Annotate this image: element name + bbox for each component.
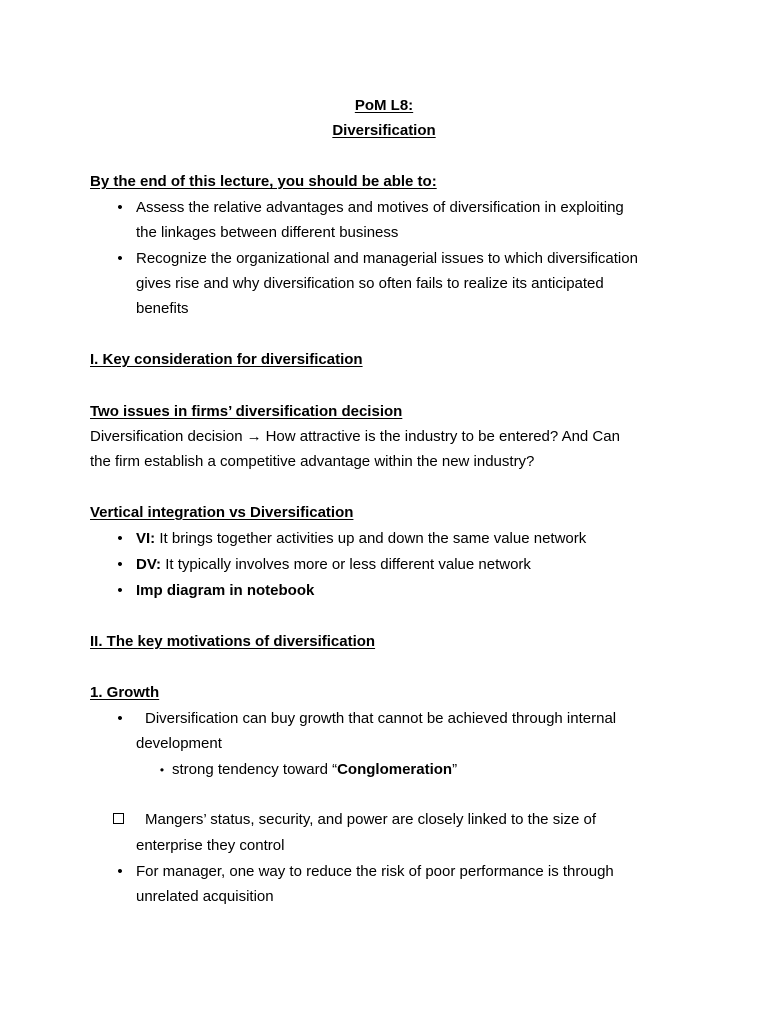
two-issues-text-b: How attractive is the industry to be entered? And Can (265, 428, 620, 445)
growth-heading: 1. Growth (90, 684, 160, 701)
conglomeration-text-b: ” (452, 761, 458, 778)
growth-item-1-line-2: development (136, 735, 222, 752)
arrow-right-icon: → (246, 428, 262, 445)
two-issues-text-a: Diversification decision (90, 428, 243, 445)
conglomeration-note (172, 760, 457, 780)
doc-title: PoM L8: (354, 97, 414, 114)
managers-line-2: enterprise they control (136, 837, 285, 854)
conglomeration-text-a: strong tendency toward “ (172, 761, 338, 778)
bullet-icon: • (117, 710, 123, 727)
risk-line-2: unrelated acquisition (136, 888, 274, 905)
objective-2-line-2: gives rise and why diversification so often fails to realize its anticipated (136, 275, 604, 292)
objective-1-line-2: the linkages between different business (136, 224, 399, 241)
objective-2-line-1: Recognize the organizational and managerial issues to which diversification (136, 250, 638, 267)
section-2-heading: II. The key motivations of diversification (90, 633, 376, 650)
bullet-icon: • (117, 530, 123, 547)
dv-label: DV: (136, 556, 162, 573)
vi-item (136, 529, 586, 549)
dv-text: It typically involves more or less different value network (165, 556, 531, 573)
bullet-icon: • (117, 250, 123, 267)
risk-line-1: For manager, one way to reduce the risk of poor performance is through (136, 863, 614, 880)
two-issues-heading: Two issues in firms’ diversification decision (90, 403, 403, 420)
vi-text: It brings together activities up and down the same value network (159, 530, 587, 547)
imp-diagram-note: Imp diagram in notebook (136, 582, 315, 599)
objective-2-line-3: benefits (136, 300, 189, 317)
dv-item (136, 555, 531, 575)
bullet-icon: • (117, 863, 123, 880)
doc-subtitle: Diversification (332, 122, 436, 139)
conglomeration-term: Conglomeration (337, 761, 453, 778)
two-issues-line-1 (90, 427, 620, 447)
vi-dv-heading: Vertical integration vs Diversification (90, 504, 354, 521)
growth-item-1-line-1: Diversification can buy growth that cannot be achieved through internal (145, 710, 617, 727)
bullet-icon: • (117, 582, 123, 599)
section-1-heading: I. Key consideration for diversification (90, 351, 363, 368)
objectives-heading: By the end of this lecture, you should be able to: (90, 173, 437, 190)
managers-line-1: Mangers’ status, security, and power are closely linked to the size of (145, 811, 597, 828)
bullet-icon: • (117, 199, 123, 216)
two-issues-line-2: the firm establish a competitive advantage within the new industry? (90, 453, 535, 470)
checkbox-square-icon (113, 813, 124, 824)
vi-label: VI: (136, 530, 156, 547)
bullet-icon: • (117, 556, 123, 573)
sub-bullet-icon: • (159, 763, 165, 777)
objective-1-line-1: Assess the relative advantages and motives of diversification in exploiting (136, 199, 624, 216)
